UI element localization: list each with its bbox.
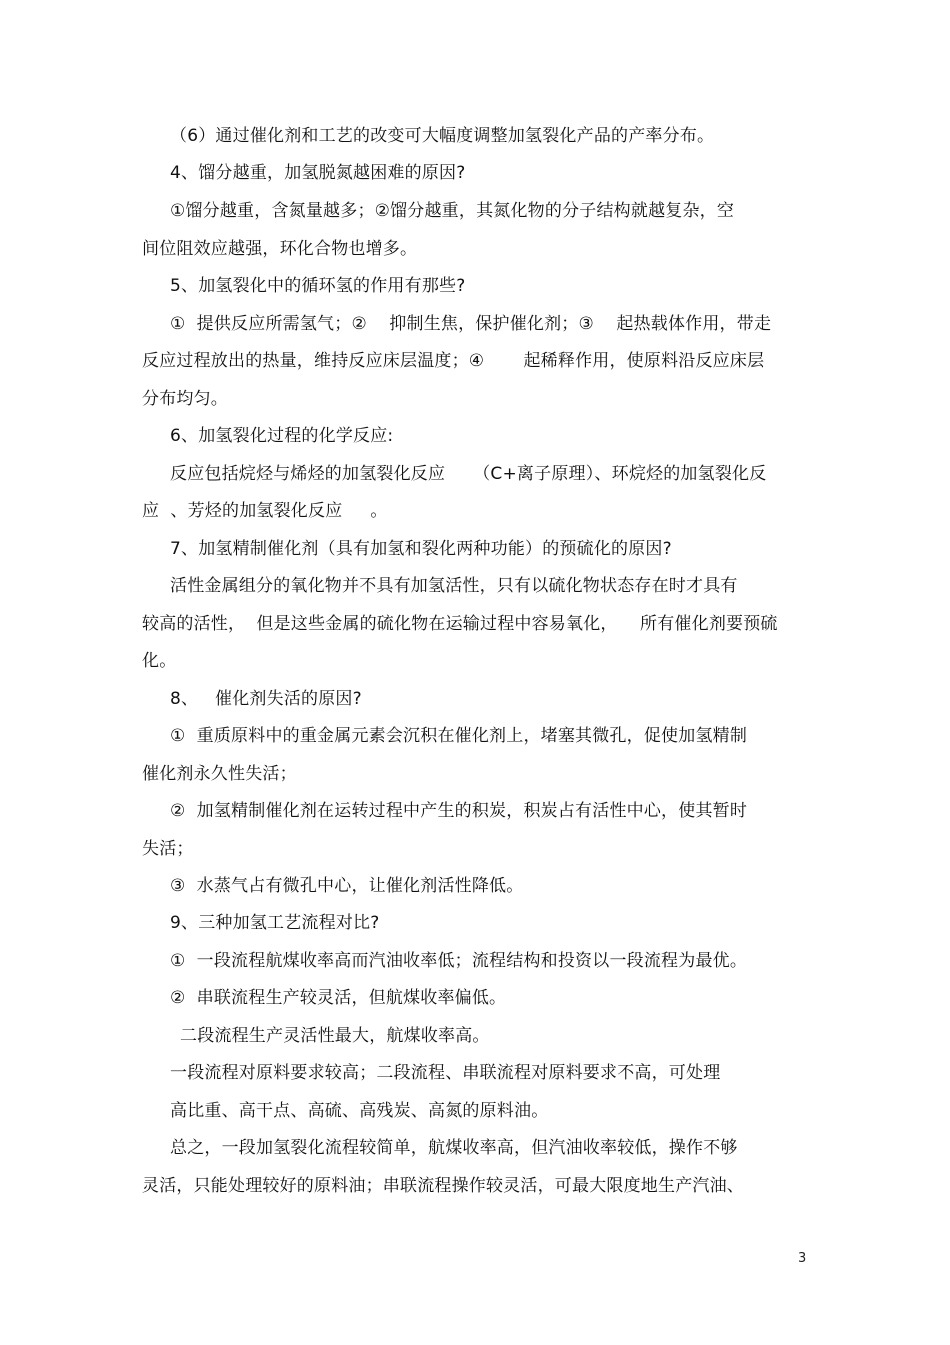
text-line: 总之，一段加氢裂化流程较简单，航煤收率高，但汽油收率较低，操作不够 xyxy=(170,1138,738,1158)
text-line: 二段流程生产灵活性最大，航煤收率高。 xyxy=(180,1026,490,1046)
text-line: 反应过程放出的热量，维持反应床层温度；④ 起稀释作用，使原料沿反应床层 xyxy=(142,351,765,371)
text-line: 较高的活性， 但是这些金属的硫化物在运输过程中容易氧化， 所有催化剂要预硫 xyxy=(142,614,778,634)
text-line: （6）通过催化剂和工艺的改变可大幅度调整加氢裂化产品的产率分布。 xyxy=(170,126,715,146)
text-line: 高比重、高干点、高硫、高残炭、高氮的原料油。 xyxy=(170,1101,549,1121)
text-line: 一段流程对原料要求较高；二段流程、串联流程对原料要求不高，可处理 xyxy=(170,1063,721,1083)
text-line: 失活； xyxy=(142,839,194,859)
page-number: 3 xyxy=(798,1251,807,1266)
text-line: ② 串联流程生产较灵活，但航煤收率偏低。 xyxy=(170,988,507,1008)
text-line: ①馏分越重，含氮量越多；②馏分越重，其氮化物的分子结构就越复杂，空 xyxy=(170,201,735,221)
text-line: 反应包括烷烃与烯烃的加氢裂化反应 （C+离子原理）、环烷烃的加氢裂化反 xyxy=(170,464,767,484)
text-line: ① 提供反应所需氢气；② 抑制生焦，保护催化剂；③ 起热载体作用，带走 xyxy=(170,314,772,334)
question-heading: 8、 催化剂失活的原因? xyxy=(170,689,362,709)
text-line: 活性金属组分的氧化物并不具有加氢活性，只有以硫化物状态存在时才具有 xyxy=(170,576,738,596)
question-heading: 9、三种加氢工艺流程对比? xyxy=(170,913,380,933)
text-line: 应 、芳烃的加氢裂化反应 。 xyxy=(142,501,388,521)
text-line: 分布均匀。 xyxy=(142,389,228,409)
question-heading: 4、馏分越重，加氢脱氮越困难的原因? xyxy=(170,163,466,183)
text-line: 催化剂永久性失活； xyxy=(142,764,297,784)
question-heading: 5、加氢裂化中的循环氢的作用有那些? xyxy=(170,276,466,296)
text-line: ① 一段流程航煤收率高而汽油收率低；流程结构和投资以一段流程为最优。 xyxy=(170,951,748,971)
question-heading: 6、加氢裂化过程的化学反应: xyxy=(170,426,394,446)
text-line: ② 加氢精制催化剂在运转过程中产生的积炭，积炭占有活性中心，使其暂时 xyxy=(170,801,748,821)
text-line: 化。 xyxy=(142,651,177,671)
question-heading: 7、加氢精制催化剂（具有加氢和裂化两种功能）的预硫化的原因? xyxy=(170,539,672,559)
text-line: ③ 水蒸气占有微孔中心，让催化剂活性降低。 xyxy=(170,876,524,896)
text-line: ① 重质原料中的重金属元素会沉积在催化剂上，堵塞其微孔，促使加氢精制 xyxy=(170,726,748,746)
text-line: 灵活，只能处理较好的原料油；串联流程操作较灵活，可最大限度地生产汽油、 xyxy=(142,1176,744,1196)
text-line: 间位阻效应越强，环化合物也增多。 xyxy=(142,239,418,259)
